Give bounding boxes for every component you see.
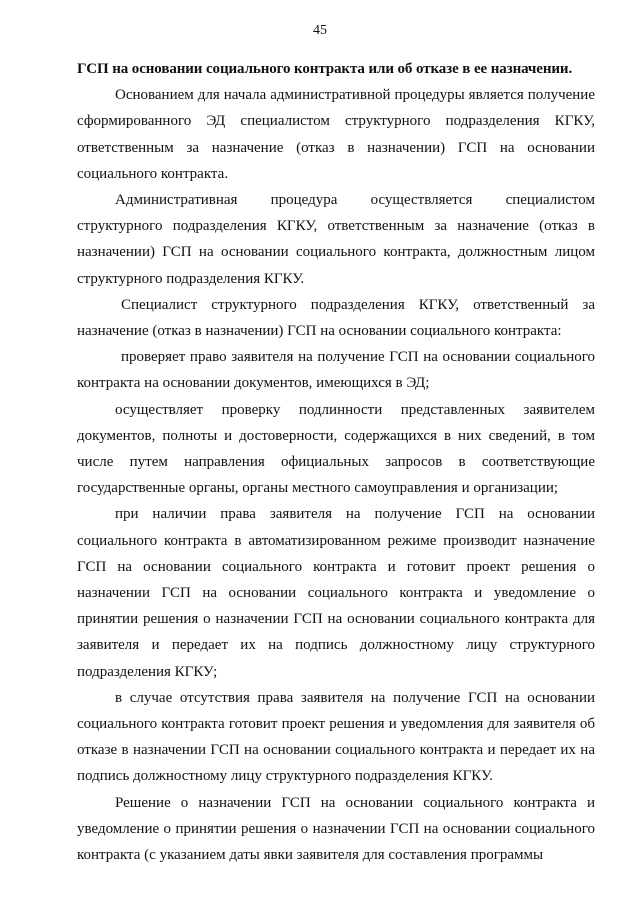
document-body	[77, 56, 595, 868]
paragraph-checks-right: проверяет право заявителя на получение ГСП на основании социального контракта на основании документов, имеющихся в ЭД;	[77, 349, 595, 392]
paragraph-basis: Основанием для начала административной процедуры является получение сформированного ЭД специалистом структурного подразделения КГКУ, ответственным за назначение (отказ в назначении) ГСП на основании социального контракта.	[77, 87, 595, 182]
section-heading-continuation: ГСП на основании социального контракта или об отказе в ее назначении.	[77, 61, 573, 77]
paragraph-if-right-exists: при наличии права заявителя на получение ГСП на основании социального контракта в автоматизированном режиме производит назначение ГСП на основании социального контракта и готовит проект решения о назначении ГСП на основании социального контракта и уведомление о принятии решения о назначении ГСП на основании социального контракта для заявителя и передает их на подпись должностному лицу структурного подразделения КГКУ;	[77, 506, 595, 680]
paragraph-procedure-performer: Административная процедура осуществляется специалистом структурного подразделения КГКУ, ответственным за назначение (отказ в назначении) ГСП на основании социального контракта, должностным лицом структурного подразделения КГКУ.	[77, 192, 595, 287]
page-number: 45	[313, 23, 327, 38]
paragraph-specialist-duties-intro: Специалист структурного подразделения КГКУ, ответственный за назначение (отказ в назначении) ГСП на основании социального контракта:	[77, 296, 595, 340]
paragraph-if-no-right: в случае отсутствия права заявителя на получение ГСП на основании социального контракта готовит проект решения и уведомления для заявителя об отказе в назначении ГСП на основании социального контракта и передает их на подпись должностному лицу структурного подразделения КГКУ.	[77, 689, 595, 785]
paragraph-decision: Решение о назначении ГСП на основании социального контракта и уведомление о принятии решения о назначении ГСП на основании социального контракта (с указанием даты явки заявителя для составления программы	[77, 794, 595, 864]
paragraph-verifies-documents: осуществляет проверку подлинности представленных заявителем документов, полноты и достоверности, содержащихся в них сведений, в том числе путем направления официальных запросов в соответствующие государственные органы, органы местного самоуправления и организации;	[77, 401, 595, 497]
